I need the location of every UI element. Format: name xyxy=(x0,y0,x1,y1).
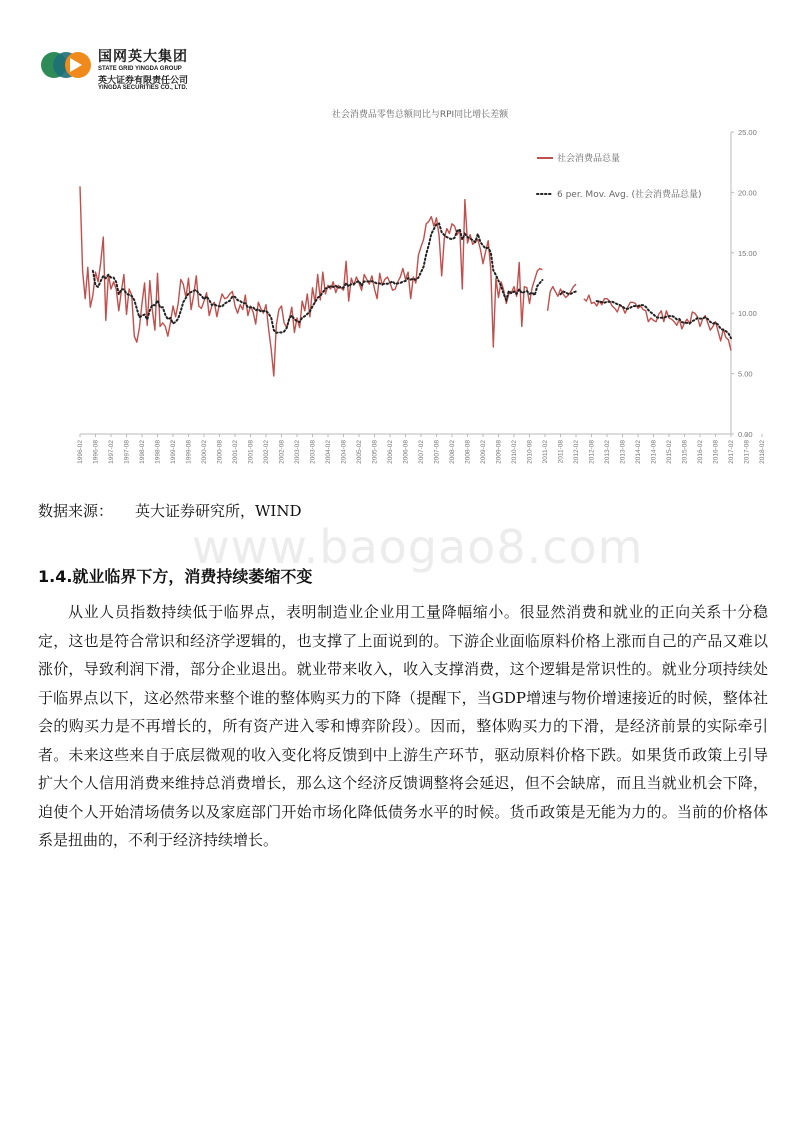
x-tick-label: 2003-08 xyxy=(309,440,317,464)
x-tick-label: 2008-02 xyxy=(449,440,456,464)
x-tick-label: 2001-08 xyxy=(247,440,255,464)
company-logo xyxy=(40,46,240,96)
y-tick-label: 15.00 xyxy=(738,248,757,258)
x-tick-label: 2007-08 xyxy=(433,440,441,464)
x-tick-label: 2010-08 xyxy=(526,440,534,464)
data-source-value: 英大证券研究所，WIND xyxy=(135,502,302,520)
data-source xyxy=(38,500,302,521)
y-tick-label: 25.00 xyxy=(738,128,757,137)
y-tick-label: 5.00 xyxy=(738,369,753,379)
x-tick-label: 1999-08 xyxy=(185,440,193,464)
y-tick-label: 20.00 xyxy=(738,188,757,198)
x-tick-label: 2017-08 xyxy=(743,440,751,464)
x-tick-label: 2001-02 xyxy=(232,440,239,464)
data-source-label: 数据来源： xyxy=(38,502,114,520)
x-tick-label: 2014-02 xyxy=(635,440,642,464)
x-tick-label: 1998-02 xyxy=(139,440,146,464)
x-tick-label: 2006-02 xyxy=(387,440,394,464)
x-tick-label: 2007-02 xyxy=(418,440,425,464)
x-tick-label: 2004-02 xyxy=(325,440,332,464)
x-tick-label: 2014-08 xyxy=(650,440,658,464)
x-tick-label: 2006-08 xyxy=(402,440,410,464)
logo-english-group: STATE GRID YINGDA GROUP xyxy=(98,66,182,72)
y-tick-label: 0.00 xyxy=(738,430,753,439)
x-tick-label: 2011-08 xyxy=(557,440,565,464)
x-tick-label: 2002-08 xyxy=(278,440,286,464)
x-tick-label: 1998-08 xyxy=(154,440,162,464)
x-tick-label: 2005-08 xyxy=(371,440,379,464)
x-tick-label: 2000-08 xyxy=(216,440,224,464)
x-tick-label: 2012-08 xyxy=(588,440,596,464)
x-tick-label: 2016-02 xyxy=(697,440,704,464)
logo-english-company: YINGDA SECURITIES CO., LTD. xyxy=(98,85,188,91)
x-tick-label: 2004-08 xyxy=(340,440,348,464)
x-tick-label: 2009-02 xyxy=(480,440,487,464)
x-tick-label: 2000-02 xyxy=(201,440,208,464)
x-tick-label: 2008-08 xyxy=(464,440,472,464)
logo-emblem-icon xyxy=(40,48,92,82)
x-tick-label: 2005-02 xyxy=(356,440,363,464)
x-tick-label: 2018-02 xyxy=(759,440,766,464)
legend-label-retail-sales: 社会消费品总量 xyxy=(557,154,621,164)
x-tick-label: 2010-02 xyxy=(511,440,518,464)
x-tick-label: 1996-08 xyxy=(92,440,100,464)
x-tick-label: 1997-08 xyxy=(123,440,131,464)
x-tick-label: 2003-02 xyxy=(294,440,301,464)
x-tick-label: 2009-08 xyxy=(495,440,503,464)
x-tick-label: 2015-08 xyxy=(681,440,689,464)
section-paragraph: 从业人员指数持续低于临界点，表明制造业企业用工量降幅缩小。很显然消费和就业的正向关系十分稳定，这也是符合常识和经济学逻辑的，也支撑了上面说到的。下游企业面临原料价格上涨而自己的产品又难以涨价，导致利润下滑，部分企业退出。就业带来收入，收入支撑消费，这个逻辑是常识性的。就业分项持续处于临界点以下，这必然带来整个谁的整体购买力的下降（提醒下，当GDP增速与物价增速接近的时候，整体社会的购买力是不再增长的，所有资产进入零和博弈阶段）。因而，整体购买力的下滑，是经济前景的实际牵引者。未来这些来自于底层微观的收入变化将反馈到中上游生产环节，驱动原料价格下跌。如果货币政策上引导扩大个人信用消费来维持总消费增长，那么这个经济反馈调整将会延迟，但不会缺席，而且当就业机会下降，迫使个人开始清场债务以及家庭部门开始市场化降低债务水平的时候。货币政策是无能为力的。当前的价格体系是扭曲的，不利于经济持续增长。 xyxy=(38,603,768,849)
legend-label-moving-average: 6 per. Mov. Avg. (社会消费品总量) xyxy=(557,190,702,200)
x-tick-label: 1999-02 xyxy=(170,440,177,464)
chart-title: 社会消费品零售总额同比与RPI同比增长差额 xyxy=(331,110,509,120)
x-tick-label: 2011-02 xyxy=(542,440,549,464)
watermark: www.baogao8.com xyxy=(192,520,644,574)
x-tick-label: 2016-08 xyxy=(712,440,720,464)
x-tick-label: 2017-02 xyxy=(728,440,735,464)
x-tick-label: 1996-02 xyxy=(77,440,84,464)
y-tick-label: 10.00 xyxy=(738,309,757,319)
x-tick-label: 2015-02 xyxy=(666,440,673,464)
x-tick-label: 2013-02 xyxy=(604,440,611,464)
logo-company-name: 英大证券有限责任公司 xyxy=(98,76,189,86)
x-tick-label: 2002-02 xyxy=(263,440,270,464)
retail-sales-chart xyxy=(60,100,780,480)
x-tick-label: 2013-08 xyxy=(619,440,627,464)
section-heading: 1.4.就业临界下方，消费持续萎缩不变 xyxy=(38,567,313,586)
x-tick-label: 2012-02 xyxy=(573,440,580,464)
x-tick-label: 1997-02 xyxy=(108,440,115,464)
logo-name: 国网英大集团 xyxy=(98,49,188,65)
